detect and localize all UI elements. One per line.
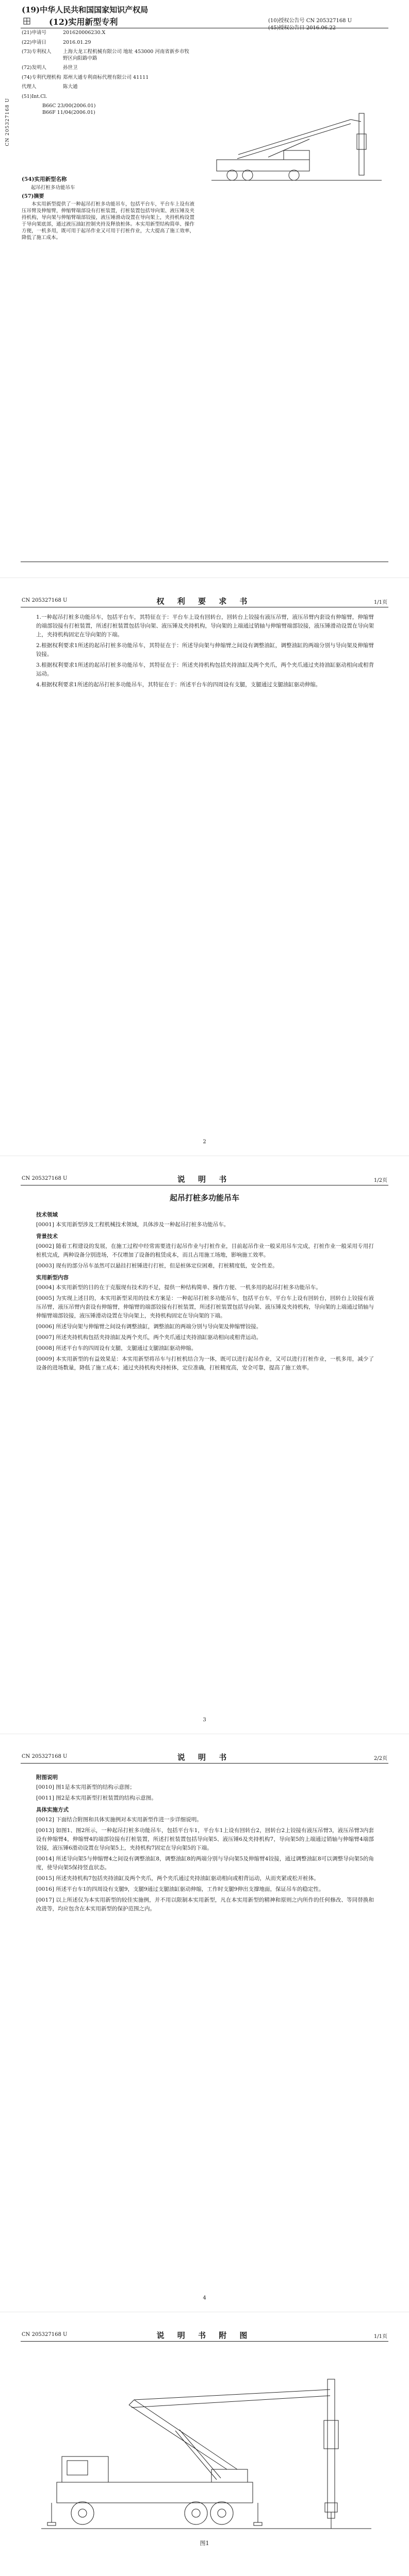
paragraph: [0003] 现有的部分吊车虽然可以悬挂打桩锤进行打桩，但是桩体定位困难，打桩精度低，安全性差。 xyxy=(36,1263,278,1269)
paragraph: [0008] 所述平台车的四周设有支腿，支腿通过支腿油缸驱动伸缩。 xyxy=(36,1345,197,1351)
bibliographic-data xyxy=(22,30,192,116)
page-indicator: 2/2页 xyxy=(373,1756,387,1761)
section-heading: 具体实施方式 xyxy=(36,1807,69,1813)
page-1 xyxy=(0,0,409,578)
patent-type: (12)实用新型专利 xyxy=(49,17,118,27)
section-heading: 背景技术 xyxy=(36,1233,58,1240)
biblio-value xyxy=(63,94,192,100)
page-4 xyxy=(0,1734,409,2312)
biblio-key: (72)发明人 xyxy=(22,65,47,71)
title-label: (54)实用新型名称 xyxy=(22,176,67,182)
biblio-value: 郑州大通专利商标代理有限公司 41111 xyxy=(63,74,149,80)
paragraph: [0017] 以上所述仅为本实用新型的较佳实施例，并不用以限制本实用新型，凡在本实用新型的精神和原则之内所作的任何修改、等同替换和改进等，均应包含在本实用新型的保护范围之内。 xyxy=(36,1897,374,1912)
abstract-label: (57)摘要 xyxy=(22,194,44,199)
page-5 xyxy=(0,2312,409,2576)
biblio-key: (21)申请号 xyxy=(22,30,47,36)
page-indicator: 1/1页 xyxy=(373,2334,387,2340)
biblio-value: 上海大龙工程机械有限公司 地址 453000 河南省新乡市牧野区向阳路中路 xyxy=(63,49,189,61)
paragraph: [0016] 所述平台车1的四周设有支腿9，支腿9通过支腿油缸驱动伸缩，工作时支腿9伸出支撑地面，保证吊车的稳定性。 xyxy=(36,1886,324,1892)
biblio-row xyxy=(22,75,192,81)
doc-number: CN 205327168 U xyxy=(22,598,68,603)
page-footer-number: 2 xyxy=(203,1139,206,1145)
doc-number: CN 205327168 U xyxy=(22,2332,68,2337)
page-title: 权 利 要 求 书 xyxy=(156,597,253,606)
page-3 xyxy=(0,1156,409,1734)
office-logo-icon xyxy=(23,18,44,25)
paragraph: [0002] 随着工程建设的发展，在施工过程中经常需要进行起吊作业与打桩作业，目前起吊作业一般采用吊车完成，打桩作业一般采用专用打桩机完成，两种设备分别进场，不仅增加了设备的租赁成本，而且占用施工场地，影响施工效率。 xyxy=(36,1243,374,1258)
biblio-value: 孙世卫 xyxy=(63,65,78,71)
doc-number: CN 205327168 U xyxy=(22,1754,68,1759)
biblio-row xyxy=(22,49,192,62)
description-body xyxy=(36,1208,374,1375)
abstract-drawing xyxy=(206,103,387,185)
paragraph: [0014] 所述导向架5与伸缩臂4之间设有调整油缸8，调整油缸8的两端分别与导向架5及伸缩臂4铰接，通过调整油缸8可以调整导向架5的角度，使导向架5保持竖直状态。 xyxy=(36,1856,374,1871)
page-footer-number: 4 xyxy=(203,2295,206,2301)
biblio-row xyxy=(22,94,192,100)
figure-1-drawing xyxy=(41,2359,371,2534)
paragraph: [0010] 图1是本实用新型的结构示意图； xyxy=(36,1784,135,1790)
side-code: CN 205327168 U xyxy=(5,98,10,146)
paragraph: [0007] 所述夹持机构包括夹持油缸及两个夹爪，两个夹爪通过夹持油缸驱动相向或相背运动。 xyxy=(36,1334,262,1341)
figure-2-drawing xyxy=(83,2570,330,2576)
biblio-row xyxy=(22,84,192,91)
paragraph: [0011] 图2是本实用新型打桩装置的结构示意图。 xyxy=(36,1795,157,1801)
abstract-text: 本实用新型提供了一种起吊打桩多功能吊车，包括平台车，平台车上设有液压吊臂及伸缩臂，伸缩臂端部设有打桩装置，打桩装置包括导向架、液压锤及夹持机构，导向架与伸缩臂端部铰接，液压锤滑动设置在导向架上，夹持机构设置于导向架底部，通过液压油缸控制夹持及释放桩体。本实用新型结构简单、操作方便，一机多用，既可用于起吊作业又可用于打桩作业，大大提高了施工效率，降低了施工成本。 xyxy=(22,201,194,241)
biblio-row xyxy=(22,30,192,37)
paragraph: [0009] 本实用新型的有益效果是：本实用新型将吊车与打桩机结合为一体，既可以进行起吊作业，又可以进行打桩作业，一机多用，减少了设备的进场数量，降低了施工成本；通过夹持机构夹持桩体，定位准确，打桩精度高，安全可靠，提高了施工效率。 xyxy=(36,1356,374,1371)
ipc-code: B66F 11/04(2006.01) xyxy=(42,109,95,115)
page-indicator: 1/2页 xyxy=(373,1178,387,1183)
office-header: (19)中华人民共和国国家知识产权局 xyxy=(22,5,149,14)
claim-3: 3.根据权利要求1所述的起吊打桩多功能吊车，其特征在于：所述夹持机构包括夹持油缸及两个夹爪，两个夹爪通过夹持油缸驱动相向或相背运动。 xyxy=(36,662,374,677)
section-heading: 技术领域 xyxy=(36,1212,58,1218)
description-heading: 起吊打桩多功能吊车 xyxy=(169,1193,239,1202)
page-title: 说 明 书 xyxy=(177,1753,232,1762)
header-rule xyxy=(21,1763,388,1764)
claims xyxy=(36,613,374,691)
section-heading: 附图说明 xyxy=(36,1774,58,1781)
publication-date: (45)授权公告日 2016.06.22 xyxy=(268,25,336,31)
biblio-row xyxy=(22,40,192,46)
section-heading: 实用新型内容 xyxy=(36,1275,69,1281)
biblio-key: (73)专利权人 xyxy=(22,49,52,55)
description-body-continued xyxy=(36,1770,374,1916)
header-rule xyxy=(21,2341,388,2342)
biblio-key: 代理人 xyxy=(22,84,37,90)
page-footer-number: 3 xyxy=(203,1717,206,1723)
biblio-key: (22)申请日 xyxy=(22,39,47,45)
biblio-value: 2016.01.29 xyxy=(63,39,91,45)
paragraph: [0015] 所述夹持机构7包括夹持油缸及两个夹爪，两个夹爪通过夹持油缸驱动相向或相背运动，从而夹紧或松开桩体。 xyxy=(36,1875,319,1882)
paragraph: [0004] 本实用新型的目的在于克服现有技术的不足，提供一种结构简单、操作方便、一机多用的起吊打桩多功能吊车。 xyxy=(36,1284,321,1291)
page-indicator: 1/1页 xyxy=(373,600,387,605)
page-title: 说 明 书 附 图 xyxy=(156,2331,253,2340)
page-title: 说 明 书 xyxy=(177,1175,232,1184)
paragraph: [0001] 本实用新型涉及工程机械技术领域，具体涉及一种起吊打桩多功能吊车。 xyxy=(36,1222,230,1228)
claim-4: 4.根据权利要求1所述的起吊打桩多功能吊车，其特征在于：所述平台车的四周设有支腿，支腿通过支腿油缸驱动伸缩。 xyxy=(36,682,321,688)
page-2 xyxy=(0,578,409,1156)
utility-model-name: 起吊打桩多功能吊车 xyxy=(31,185,75,191)
publication-number: (10)授权公告号 CN 205327168 U xyxy=(268,18,352,24)
biblio-key: (51)Int.Cl. xyxy=(22,93,47,99)
biblio-row xyxy=(22,65,192,72)
biblio-value: 201620006230.X xyxy=(63,30,106,36)
claim-1: 1.一种起吊打桩多功能吊车，包括平台车，其特征在于：平台车上设有回转台，回转台上铰接有液压吊臂，液压吊臂内套设有伸缩臂，伸缩臂的端部铰接有打桩装置，所述打桩装置包括导向架、液压锤及夹持机构，导向架的上端通过销轴与伸缩臂端部铰接，液压锤滑动设置在导向架上，夹持机构固定在导向架的下端。 xyxy=(36,614,374,638)
ipc-code: B66C 23/00(2006.01) xyxy=(42,103,96,109)
claim-2: 2.根据权利要求1所述的起吊打桩多功能吊车，其特征在于：所述导向架与伸缩臂之间设有调整油缸，调整油缸的两端分别与导向架及伸缩臂铰接。 xyxy=(36,642,374,657)
biblio-value: 陈大通 xyxy=(63,84,78,90)
paragraph: [0012] 下面结合附图和具体实施例对本实用新型作进一步详细说明。 xyxy=(36,1817,202,1823)
figure-1-caption: 图1 xyxy=(200,2540,209,2547)
paragraph: [0006] 所述导向架与伸缩臂之间设有调整油缸，调整油缸的两端分别与导向架及伸缩臂铰接。 xyxy=(36,1324,262,1330)
doc-number: CN 205327168 U xyxy=(22,1176,68,1181)
biblio-key: (74)专利代理机构 xyxy=(22,74,61,80)
paragraph: [0005] 为实现上述目的，本实用新型采用的技术方案是：一种起吊打桩多功能吊车，包括平台车，平台车上设有回转台，回转台上铰接有液压吊臂，液压吊臂内套设有伸缩臂，伸缩臂的端部铰接有打桩装置，所述打桩装置包括导向架、液压锤及夹持机构，导向架的上端通过销轴与伸缩臂端部铰接，液压锤滑动设置在导向架上，夹持机构固定在导向架的下端。 xyxy=(36,1295,374,1319)
paragraph: [0013] 如图1、图2所示，一种起吊打桩多功能吊车，包括平台车1，平台车1上设有回转台2，回转台2上铰接有液压吊臂3，液压吊臂3内套设有伸缩臂4，伸缩臂4的端部铰接有打桩装置，所述打桩装置包括导向架5、液压锤6及夹持机构7，导向架5的上端通过销轴与伸缩臂4端部铰接，液压锤6滑动设置在导向架5上，夹持机构7固定在导向架5的下端。 xyxy=(36,1827,374,1851)
